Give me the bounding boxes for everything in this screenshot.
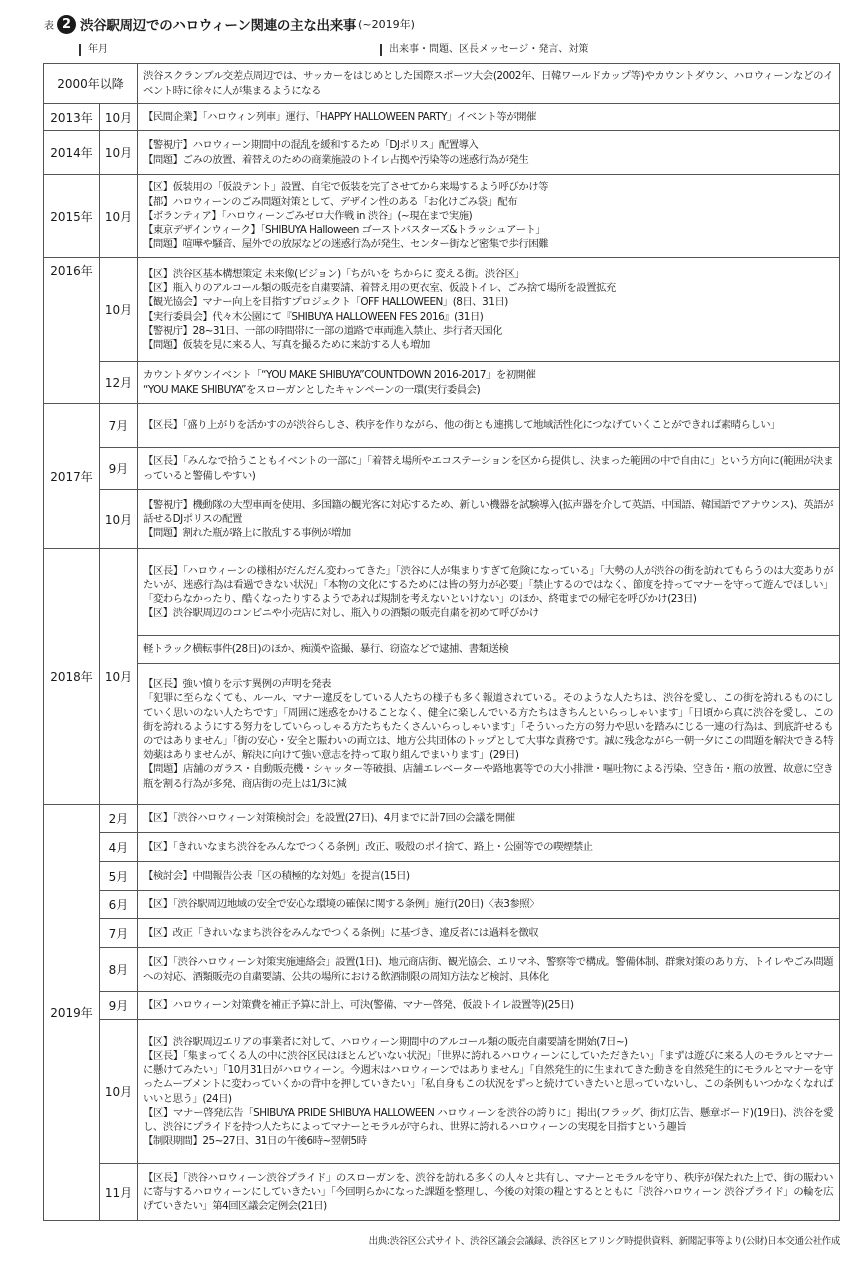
month-cell: 10月 (100, 549, 138, 805)
event-line: 【区長】「集まってくる人の中に渋谷区民はほとんどいない状況」「世界に誇れるハロウィーンにしていただきたい」「まずは遊びに来る人のモラルとマナーに懸けてみたい」「10月31日がハロウィーン。今週末はハロウィーンではありません」「自然発生的に生まれてきた動きを自然発生的にモラルとマナーを守ったムーブメントに変わっていくかの背中を押していきたい」「私自身もこの状況をずっと続けていきたいと思っていないし、この条例もいつかなくなればいいと思う」(24日) (143, 1049, 833, 1105)
month-cell: 6月 (100, 891, 138, 919)
event-line: 【区】改正「きれいなまち渋谷をみんなでつくる条例」に基づき、違反者には過料を徴収 (143, 926, 539, 939)
event-cell (138, 833, 840, 862)
table-row (44, 175, 840, 258)
year-cell: 2019年 (44, 805, 100, 1221)
month-cell: 9月 (100, 992, 138, 1020)
table-row (44, 948, 840, 992)
event-cell (138, 362, 840, 404)
table-row (44, 833, 840, 862)
event-line: 【区】渋谷駅周辺エリアの事業者に対して、ハロウィーン期間中のアルコール類の販売自粛要請を開始(7日~) (143, 1035, 628, 1048)
month-cell: 10月 (100, 175, 138, 258)
table-row (44, 891, 840, 919)
year-cell: 2016年 (44, 258, 100, 404)
table-row (44, 490, 840, 549)
event-cell (138, 862, 840, 891)
month-cell: 7月 (100, 919, 138, 948)
event-line: 【問題】ごみの放置、着替えのための商業施設のトイレ占拠や汚染等の迷惑行為が発生 (143, 153, 529, 166)
table-row (44, 448, 840, 490)
month-cell: 10月 (100, 258, 138, 362)
event-line: 【区長】強い憤りを示す異例の声明を発表 (143, 678, 331, 691)
event-cell (138, 175, 840, 258)
year-cell: 2014年 (44, 131, 100, 175)
event-line: 【区長】「みんなで拾うこともイベントの一部に」「着替え場所やエコステーションを区から提供し、決まった範囲の中で自由に」という方向に(範囲が決まっていると警備しやすい) (143, 455, 833, 482)
event-line: 【区】マナー啓発広告「SHIBUYA PRIDE SHIBUYA HALLOWEEN ハロウィーンを渋谷の誇りに」掲出(フラッグ、街灯広告、懸章ボード)(19日)、渋谷を愛し、渋谷にプライドを持つ人たちによってマナーとモラルが守られ、世界に誇れるハロウィーンの実現を目指すという趣旨 (143, 1106, 833, 1133)
month-cell: 10月 (100, 1020, 138, 1164)
month-cell: 9月 (100, 448, 138, 490)
event-line: 軽トラック横転事件(28日)のほか、痴漢や盗撮、暴行、窃盗などで逮捕、書類送検 (143, 643, 509, 656)
event-line: 【制限期間】25~27日、31日の午後6時~翌朝5時 (143, 1135, 367, 1148)
event-cell (138, 992, 840, 1020)
event-cell (138, 948, 840, 992)
event-line: “YOU MAKE SHIBUYA”をスローガンとしたキャンペーンの一環(実行委員会) (143, 383, 481, 396)
event-line: 【警視庁】28~31日、一部の時間帯に一部の道路で車両進入禁止、歩行者天国化 (143, 324, 503, 337)
year-cell: 2013年 (44, 104, 100, 131)
event-cell (138, 549, 840, 636)
table-row (44, 992, 840, 1020)
event-line: 【区】「きれいなまち渋谷をみんなでつくる条例」改正、吸殻のポイ捨て、路上・公園等での喫煙禁止 (143, 840, 593, 853)
month-cell: 11月 (100, 1164, 138, 1221)
event-cell (138, 404, 840, 448)
table-title (44, 12, 415, 36)
event-cell (138, 104, 840, 131)
month-cell: 10月 (100, 104, 138, 131)
month-cell: 2月 (100, 805, 138, 833)
month-cell: 12月 (100, 362, 138, 404)
year-cell: 2018年 (44, 549, 100, 805)
table-row (44, 404, 840, 448)
event-line: 【ボランティア】「ハロウィーンごみゼロ大作戦 in 渋谷」(~現在まで実施) (143, 209, 473, 222)
table-row (44, 258, 840, 362)
month-cell: 10月 (100, 131, 138, 175)
event-cell (138, 1164, 840, 1221)
event-line: 【問題】喧嘩や騒音、屋外での放尿などの迷惑行為が発生、センター街など密集で歩行困難 (143, 238, 549, 251)
event-line: 【警視庁】機動隊の大型車両を使用、多国籍の観光客に対応するため、新しい機器を試験導入(拡声器を介して英語、中国語、韓国語でアナウンス)、英語が話せるDJポリスの配置 (143, 498, 833, 525)
event-cell (138, 805, 840, 833)
event-line: 【問題】店舗のガラス・自動販売機・シャッター等破損、店舗エレベーターや路地裏等での大小排泄・嘔吐物による汚染、空き缶・瓶の放置、故意に空き瓶を割る行為が多発、商店街の売上は1/3に減 (143, 763, 833, 790)
event-cell (138, 490, 840, 549)
event-line: カウントダウンイベント「“YOU MAKE SHIBUYA”COUNTDOWN 2016-2017」を初開催 (143, 369, 536, 382)
source-note: 出典:渋谷区公式サイト、渋谷区議会会議録、渋谷区ヒアリング時提供資料、新聞記事等より(公財)日本交通公社作成 (368, 1236, 840, 1247)
event-cell (138, 891, 840, 919)
event-line: 【区】ハロウィーン対策費を補正予算に計上、可決(警備、マナー啓発、仮設トイレ設置等)(25日) (143, 999, 574, 1012)
table-title-range: (~2019年) (358, 18, 415, 31)
event-line: 【区長】「盛り上がりを活かすのが渋谷らしさ、秩序を作りながら、他の街とも連携して地域活性化につなげていくことができれば素晴らしい」 (143, 419, 781, 432)
table-row (44, 131, 840, 175)
table-row (44, 1164, 840, 1221)
event-line: 「犯罪に至らなくても、ルール、マナー違反をしている人たちの様子も多く報道されている。そのような人たちは、渋谷を愛し、この街を誇れるものにしていく思いのない人たちです」「周囲に迷惑をかけることなく、健全に楽しんでいる方たちはきちんといらっしゃいます」「日頃から真に渋谷を愛し、この街を誇れるようにする努力をしていらっしゃる方たちもたくさんいらっしゃいます」「そういった方の努力や思いを踏みにじる一連の行為は、到底許せるものではありません」「街の安心・安全と賑わいの両立は、地方公共団体のトップとして大事な責務です。誠に残念ながら一朝一夕にこの問題を解決できる特効薬はありませんが、解決に向けて強い意志を持って取り組んでまいります」(29日) (143, 692, 833, 762)
event-line: 【区】「渋谷駅周辺地域の安全で安心な環境の確保に関する条例」施行(20日)〈表3参照〉 (143, 898, 540, 911)
table-row (44, 104, 840, 131)
table-row (44, 1020, 840, 1164)
event-line: 【検討会】中間報告公表「区の積極的な対処」を提言(15日) (143, 869, 410, 882)
event-cell (138, 131, 840, 175)
table-row (44, 862, 840, 891)
event-line: 【観光協会】マナー向上を目指すプロジェクト「OFF HALLOWEEN」(8日、31日) (143, 296, 508, 309)
event-line: 【実行委員会】代々木公園にて『SHIBUYA HALLOWEEN FES 2016』(31日) (143, 310, 484, 323)
event-line: 【区】「渋谷ハロウィーン対策検討会」を設置(27日)、4月までに計7回の会議を開催 (143, 812, 515, 825)
table-title-text: 渋谷駅周辺でのハロウィーン関連の主な出来事 (80, 18, 357, 34)
month-cell: 8月 (100, 948, 138, 992)
event-cell (138, 258, 840, 362)
table-row (44, 549, 840, 636)
column-header-events: 出来事・問題、区長メッセージ・発言、対策 (380, 44, 588, 56)
table-label: 表 (44, 20, 54, 32)
event-line: 【区】渋谷区基本構想策定 未来像(ビジョン)「ちがいを ちからに 変える街。渋谷区」 (143, 267, 525, 280)
event-cell (138, 919, 840, 948)
event-cell (138, 1020, 840, 1164)
event-line: 【区】瓶入りのアルコール類の販売を自粛要請、着替え用の更衣室、仮設トイレ、ごみ捨て場所を設置拡充 (143, 282, 616, 295)
event-cell (138, 64, 840, 104)
event-line: 【区長】「渋谷ハロウィーン渋谷プライド」のスローガンを、渋谷を訪れる多くの人々と共有し、マナーとモラルを守り、秩序が保たれた上で、街の賑わいに寄与するハロウィーンにしていきたい」「今回明らかになった課題を整理し、今後の対策の糧とするとともに「渋谷ハロウィーン 渋谷プライド」の輪を広げていきたい」第4回区議会定例会(21日) (143, 1171, 833, 1213)
table-row (44, 64, 840, 104)
event-line: 【区】仮装用の「仮設テント」設置、自宅で仮装を完了させてから来場するよう呼びかけ等 (143, 181, 548, 194)
month-cell: 7月 (100, 404, 138, 448)
event-cell (138, 636, 840, 664)
year-cell: 2000年以降 (44, 64, 138, 104)
month-cell: 5月 (100, 862, 138, 891)
table-row (44, 919, 840, 948)
month-cell: 10月 (100, 490, 138, 549)
event-line: 【区長】「ハロウィーンの様相がだんだん変わってきた」「渋谷に人が集まりすぎて危険になっている」「大勢の人が渋谷の街を訪れてもらうのは大変ありがたいが、迷惑行為は看過できない状況」「本物の文化にするためには皆の努力が必要」「禁止するのではなく、節度を持ってマナーを守って遊んでほしい」「変わらなかったり、酷くなったりするようであれば規制を考えないといけない」のほか、終電までの帰宅を呼びかけ(23日) (143, 564, 833, 605)
year-cell: 2015年 (44, 175, 100, 258)
event-line: 【区】「渋谷ハロウィーン対策実施連絡会」設置(1日)、地元商店街、観光協会、エリマネ、警察等で構成。警備体制、群衆対策のあり方、トイレやごみ問題への対応、酒類販売の自粛要請、公共の場所における飲酒制限の周知方法など検討、具体化 (143, 956, 833, 983)
table-row (44, 805, 840, 833)
table-row (44, 362, 840, 404)
event-line: 【東京デザインウィーク】「SHIBUYA Halloween ゴーストバスターズ&トラッシュアート」 (143, 224, 546, 237)
event-line: 【都】ハロウィーンのごみ問題対策として、デザイン性のある「お化けごみ袋」配布 (143, 195, 518, 208)
event-line: 渋谷スクランブル交差点周辺では、サッカーをはじめとした国際スポーツ大会(2002年、日韓ワールドカップ等)やカウントダウン、ハロウィーンなどのイベント時に徐々に人が集まるようになる (143, 70, 833, 97)
event-cell (138, 664, 840, 805)
table-row (44, 664, 840, 805)
table-number-badge: 2 (57, 15, 76, 34)
year-cell: 2017年 (44, 404, 100, 549)
event-line: 【問題】割れた瓶が路上に散乱する事例が増加 (143, 527, 351, 540)
column-header-year-month: 年月 (79, 44, 108, 56)
event-line: 【警視庁】ハロウィーン期間中の混乱を緩和するため「DJポリス」配置導入 (143, 139, 479, 152)
event-line: 【問題】仮装を見に来る人、写真を撮るために来訪する人も増加 (143, 338, 430, 351)
event-cell (138, 448, 840, 490)
event-line: 【民間企業】「ハロウィン列車」運行、「HAPPY HALLOWEEN PARTY」イベント等が開催 (143, 110, 536, 123)
month-cell: 4月 (100, 833, 138, 862)
events-table (43, 63, 840, 1221)
event-line: 【区】渋谷駅周辺のコンビニや小売店に対し、瓶入りの酒類の販売自粛を初めて呼びかけ (143, 607, 539, 620)
table-row (44, 636, 840, 664)
